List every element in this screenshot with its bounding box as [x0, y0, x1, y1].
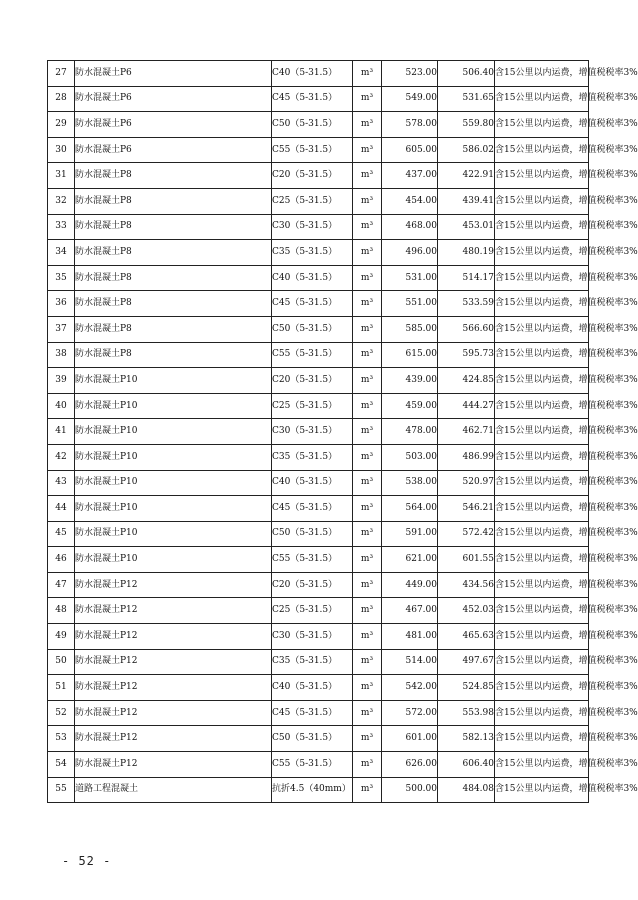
price-tax-excluded-cell: 434.56: [438, 572, 495, 598]
row-number-cell: 32: [48, 188, 75, 214]
unit-cell: m³: [353, 547, 382, 573]
table-row: [48, 368, 589, 394]
remark-cell: 含15公里以内运费，增值税税率3%: [495, 547, 589, 573]
strength-grade-cell: C55（5-31.5）: [272, 752, 353, 778]
strength-grade-cell: C50（5-31.5）: [272, 112, 353, 138]
row-number-cell: 29: [48, 112, 75, 138]
material-name-cell: 防水混凝土P8: [75, 214, 272, 240]
row-number-cell: 51: [48, 675, 75, 701]
price-tax-excluded-cell: 439.41: [438, 188, 495, 214]
row-number-cell: 28: [48, 86, 75, 112]
price-tax-included-cell: 439.00: [382, 368, 438, 394]
price-tax-excluded-cell: 480.19: [438, 240, 495, 266]
row-number-cell: 38: [48, 342, 75, 368]
price-tax-excluded-cell: 546.21: [438, 496, 495, 522]
table-row: [48, 700, 589, 726]
strength-grade-cell: C45（5-31.5）: [272, 86, 353, 112]
remark-cell: 含15公里以内运费，增值税税率3%: [495, 419, 589, 445]
strength-grade-cell: C20（5-31.5）: [272, 572, 353, 598]
unit-cell: m³: [353, 470, 382, 496]
table-row: [48, 419, 589, 445]
unit-cell: m³: [353, 624, 382, 650]
price-tax-included-cell: 615.00: [382, 342, 438, 368]
price-tax-excluded-cell: 465.63: [438, 624, 495, 650]
price-tax-included-cell: 523.00: [382, 61, 438, 87]
strength-grade-cell: C45（5-31.5）: [272, 496, 353, 522]
table-row: [48, 572, 589, 598]
unit-cell: m³: [353, 700, 382, 726]
strength-grade-cell: C35（5-31.5）: [272, 649, 353, 675]
material-name-cell: 防水混凝土P12: [75, 752, 272, 778]
remark-cell: 含15公里以内运费，增值税税率3%: [495, 342, 589, 368]
price-tax-included-cell: 496.00: [382, 240, 438, 266]
remark-cell: 含15公里以内运费，增值税税率3%: [495, 137, 589, 163]
material-name-cell: 防水混凝土P6: [75, 86, 272, 112]
row-number-cell: 36: [48, 291, 75, 317]
strength-grade-cell: C50（5-31.5）: [272, 726, 353, 752]
material-name-cell: 防水混凝土P8: [75, 265, 272, 291]
remark-cell: 含15公里以内运费，增值税税率3%: [495, 265, 589, 291]
row-number-cell: 45: [48, 521, 75, 547]
price-tax-excluded-cell: 553.98: [438, 700, 495, 726]
strength-grade-cell: C40（5-31.5）: [272, 61, 353, 87]
material-name-cell: 防水混凝土P8: [75, 188, 272, 214]
table-row: [48, 752, 589, 778]
remark-cell: 含15公里以内运费，增值税税率3%: [495, 777, 589, 803]
strength-grade-cell: C55（5-31.5）: [272, 547, 353, 573]
row-number-cell: 35: [48, 265, 75, 291]
remark-cell: 含15公里以内运费，增值税税率3%: [495, 496, 589, 522]
price-tax-included-cell: 468.00: [382, 214, 438, 240]
price-tax-excluded-cell: 462.71: [438, 419, 495, 445]
price-tax-included-cell: 478.00: [382, 419, 438, 445]
row-number-cell: 44: [48, 496, 75, 522]
unit-cell: m³: [353, 265, 382, 291]
unit-cell: m³: [353, 752, 382, 778]
row-number-cell: 33: [48, 214, 75, 240]
price-tax-included-cell: 591.00: [382, 521, 438, 547]
remark-cell: 含15公里以内运费，增值税税率3%: [495, 470, 589, 496]
unit-cell: m³: [353, 444, 382, 470]
table-row: [48, 598, 589, 624]
row-number-cell: 54: [48, 752, 75, 778]
table-row: [48, 624, 589, 650]
price-tax-included-cell: 605.00: [382, 137, 438, 163]
strength-grade-cell: C35（5-31.5）: [272, 240, 353, 266]
table-row: [48, 291, 589, 317]
unit-cell: m³: [353, 86, 382, 112]
material-name-cell: 防水混凝土P8: [75, 240, 272, 266]
material-name-cell: 防水混凝土P10: [75, 444, 272, 470]
price-tax-excluded-cell: 606.40: [438, 752, 495, 778]
unit-cell: m³: [353, 188, 382, 214]
price-tax-included-cell: 459.00: [382, 393, 438, 419]
remark-cell: 含15公里以内运费，增值税税率3%: [495, 368, 589, 394]
price-tax-excluded-cell: 533.59: [438, 291, 495, 317]
price-tax-included-cell: 564.00: [382, 496, 438, 522]
strength-grade-cell: C40（5-31.5）: [272, 675, 353, 701]
strength-grade-cell: C40（5-31.5）: [272, 470, 353, 496]
material-name-cell: 防水混凝土P10: [75, 547, 272, 573]
remark-cell: 含15公里以内运费，增值税税率3%: [495, 752, 589, 778]
material-name-cell: 防水混凝土P12: [75, 700, 272, 726]
remark-cell: 含15公里以内运费，增值税税率3%: [495, 61, 589, 87]
row-number-cell: 41: [48, 419, 75, 445]
strength-grade-cell: C35（5-31.5）: [272, 444, 353, 470]
page-number: - 52 -: [62, 854, 112, 868]
unit-cell: m³: [353, 675, 382, 701]
price-tax-included-cell: 503.00: [382, 444, 438, 470]
unit-cell: m³: [353, 598, 382, 624]
price-tax-excluded-cell: 566.60: [438, 316, 495, 342]
material-name-cell: 防水混凝土P12: [75, 726, 272, 752]
price-tax-excluded-cell: 586.02: [438, 137, 495, 163]
table-row: [48, 726, 589, 752]
unit-cell: m³: [353, 163, 382, 189]
table-row: [48, 265, 589, 291]
remark-cell: 含15公里以内运费，增值税税率3%: [495, 86, 589, 112]
unit-cell: m³: [353, 393, 382, 419]
row-number-cell: 50: [48, 649, 75, 675]
material-name-cell: 防水混凝土P8: [75, 163, 272, 189]
price-tax-included-cell: 449.00: [382, 572, 438, 598]
table-row: [48, 112, 589, 138]
price-tax-excluded-cell: 559.80: [438, 112, 495, 138]
remark-cell: 含15公里以内运费，增值税税率3%: [495, 598, 589, 624]
unit-cell: m³: [353, 777, 382, 803]
material-name-cell: 防水混凝土P8: [75, 342, 272, 368]
material-name-cell: 防水混凝土P10: [75, 496, 272, 522]
strength-grade-cell: C30（5-31.5）: [272, 214, 353, 240]
material-name-cell: 防水混凝土P8: [75, 291, 272, 317]
price-tax-excluded-cell: 422.91: [438, 163, 495, 189]
strength-grade-cell: C50（5-31.5）: [272, 316, 353, 342]
strength-grade-cell: C30（5-31.5）: [272, 624, 353, 650]
strength-grade-cell: C45（5-31.5）: [272, 700, 353, 726]
row-number-cell: 49: [48, 624, 75, 650]
remark-cell: 含15公里以内运费，增值税税率3%: [495, 214, 589, 240]
material-name-cell: 防水混凝土P12: [75, 624, 272, 650]
price-tax-excluded-cell: 595.73: [438, 342, 495, 368]
price-tax-excluded-cell: 520.97: [438, 470, 495, 496]
table-row: [48, 649, 589, 675]
unit-cell: m³: [353, 572, 382, 598]
material-name-cell: 防水混凝土P6: [75, 137, 272, 163]
remark-cell: 含15公里以内运费，增值税税率3%: [495, 163, 589, 189]
price-tax-included-cell: 585.00: [382, 316, 438, 342]
table-row: [48, 316, 589, 342]
row-number-cell: 30: [48, 137, 75, 163]
row-number-cell: 37: [48, 316, 75, 342]
strength-grade-cell: C20（5-31.5）: [272, 163, 353, 189]
material-name-cell: 防水混凝土P10: [75, 368, 272, 394]
unit-cell: m³: [353, 61, 382, 87]
remark-cell: 含15公里以内运费，增值税税率3%: [495, 112, 589, 138]
remark-cell: 含15公里以内运费，增值税税率3%: [495, 675, 589, 701]
unit-cell: m³: [353, 368, 382, 394]
table-row: [48, 777, 589, 803]
table-row: [48, 444, 589, 470]
remark-cell: 含15公里以内运费，增值税税率3%: [495, 521, 589, 547]
strength-grade-cell: C55（5-31.5）: [272, 137, 353, 163]
unit-cell: m³: [353, 521, 382, 547]
row-number-cell: 53: [48, 726, 75, 752]
row-number-cell: 48: [48, 598, 75, 624]
strength-grade-cell: C30（5-31.5）: [272, 419, 353, 445]
row-number-cell: 43: [48, 470, 75, 496]
price-tax-included-cell: 454.00: [382, 188, 438, 214]
strength-grade-cell: C55（5-31.5）: [272, 342, 353, 368]
table-row: [48, 188, 589, 214]
material-name-cell: 防水混凝土P10: [75, 470, 272, 496]
table-row: [48, 163, 589, 189]
material-name-cell: 防水混凝土P12: [75, 572, 272, 598]
table-row: [48, 86, 589, 112]
remark-cell: 含15公里以内运费，增值税税率3%: [495, 649, 589, 675]
material-name-cell: 防水混凝土P12: [75, 649, 272, 675]
remark-cell: 含15公里以内运费，增值税税率3%: [495, 572, 589, 598]
table-row: [48, 137, 589, 163]
unit-cell: m³: [353, 726, 382, 752]
price-tax-excluded-cell: 444.27: [438, 393, 495, 419]
price-tax-included-cell: 500.00: [382, 777, 438, 803]
table-row: [48, 61, 589, 87]
strength-grade-cell: C50（5-31.5）: [272, 521, 353, 547]
table-row: [48, 675, 589, 701]
material-name-cell: 防水混凝土P6: [75, 112, 272, 138]
price-tax-included-cell: 437.00: [382, 163, 438, 189]
price-tax-excluded-cell: 524.85: [438, 675, 495, 701]
remark-cell: 含15公里以内运费，增值税税率3%: [495, 700, 589, 726]
unit-cell: m³: [353, 291, 382, 317]
table-row: [48, 393, 589, 419]
material-name-cell: 防水混凝土P6: [75, 61, 272, 87]
price-tax-excluded-cell: 582.13: [438, 726, 495, 752]
strength-grade-cell: C40（5-31.5）: [272, 265, 353, 291]
price-tax-excluded-cell: 531.65: [438, 86, 495, 112]
row-number-cell: 42: [48, 444, 75, 470]
price-tax-excluded-cell: 484.08: [438, 777, 495, 803]
price-tax-excluded-cell: 424.85: [438, 368, 495, 394]
remark-cell: 含15公里以内运费，增值税税率3%: [495, 240, 589, 266]
unit-cell: m³: [353, 496, 382, 522]
row-number-cell: 52: [48, 700, 75, 726]
remark-cell: 含15公里以内运费，增值税税率3%: [495, 188, 589, 214]
remark-cell: 含15公里以内运费，增值税税率3%: [495, 726, 589, 752]
material-name-cell: 防水混凝土P12: [75, 675, 272, 701]
row-number-cell: 27: [48, 61, 75, 87]
price-tax-included-cell: 467.00: [382, 598, 438, 624]
material-name-cell: 防水混凝土P10: [75, 419, 272, 445]
remark-cell: 含15公里以内运费，增值税税率3%: [495, 316, 589, 342]
table-row: [48, 342, 589, 368]
price-tax-excluded-cell: 452.03: [438, 598, 495, 624]
material-name-cell: 防水混凝土P10: [75, 521, 272, 547]
strength-grade-cell: C45（5-31.5）: [272, 291, 353, 317]
remark-cell: 含15公里以内运费，增值税税率3%: [495, 393, 589, 419]
price-tax-included-cell: 481.00: [382, 624, 438, 650]
strength-grade-cell: 抗折4.5（40mm）: [272, 777, 353, 803]
row-number-cell: 39: [48, 368, 75, 394]
material-name-cell: 防水混凝土P8: [75, 316, 272, 342]
price-tax-included-cell: 549.00: [382, 86, 438, 112]
strength-grade-cell: C25（5-31.5）: [272, 188, 353, 214]
row-number-cell: 34: [48, 240, 75, 266]
table-row: [48, 521, 589, 547]
strength-grade-cell: C25（5-31.5）: [272, 598, 353, 624]
price-tax-excluded-cell: 514.17: [438, 265, 495, 291]
unit-cell: m³: [353, 649, 382, 675]
price-tax-excluded-cell: 497.67: [438, 649, 495, 675]
price-tax-included-cell: 531.00: [382, 265, 438, 291]
strength-grade-cell: C25（5-31.5）: [272, 393, 353, 419]
row-number-cell: 47: [48, 572, 75, 598]
row-number-cell: 46: [48, 547, 75, 573]
table-row: [48, 547, 589, 573]
price-tax-included-cell: 601.00: [382, 726, 438, 752]
table-row: [48, 240, 589, 266]
price-tax-included-cell: 626.00: [382, 752, 438, 778]
price-tax-included-cell: 551.00: [382, 291, 438, 317]
price-tax-included-cell: 621.00: [382, 547, 438, 573]
unit-cell: m³: [353, 240, 382, 266]
price-tax-excluded-cell: 453.01: [438, 214, 495, 240]
price-table: [47, 60, 638, 803]
price-tax-excluded-cell: 572.42: [438, 521, 495, 547]
strength-grade-cell: C20（5-31.5）: [272, 368, 353, 394]
remark-cell: 含15公里以内运费，增值税税率3%: [495, 624, 589, 650]
table-row: [48, 496, 589, 522]
price-tax-included-cell: 514.00: [382, 649, 438, 675]
remark-cell: 含15公里以内运费，增值税税率3%: [495, 444, 589, 470]
price-tax-included-cell: 538.00: [382, 470, 438, 496]
table-body: [48, 61, 638, 803]
unit-cell: m³: [353, 137, 382, 163]
material-name-cell: 防水混凝土P10: [75, 393, 272, 419]
price-tax-included-cell: 578.00: [382, 112, 438, 138]
price-tax-included-cell: 572.00: [382, 700, 438, 726]
unit-cell: m³: [353, 342, 382, 368]
price-tax-excluded-cell: 506.40: [438, 61, 495, 87]
unit-cell: m³: [353, 112, 382, 138]
unit-cell: m³: [353, 316, 382, 342]
table-row: [48, 214, 589, 240]
price-tax-included-cell: 542.00: [382, 675, 438, 701]
row-number-cell: 31: [48, 163, 75, 189]
price-tax-excluded-cell: 486.99: [438, 444, 495, 470]
material-name-cell: 道路工程混凝土: [75, 777, 272, 803]
material-name-cell: 防水混凝土P12: [75, 598, 272, 624]
row-number-cell: 40: [48, 393, 75, 419]
row-number-cell: 55: [48, 777, 75, 803]
table-row: [48, 470, 589, 496]
remark-cell: 含15公里以内运费，增值税税率3%: [495, 291, 589, 317]
unit-cell: m³: [353, 214, 382, 240]
price-tax-excluded-cell: 601.55: [438, 547, 495, 573]
unit-cell: m³: [353, 419, 382, 445]
